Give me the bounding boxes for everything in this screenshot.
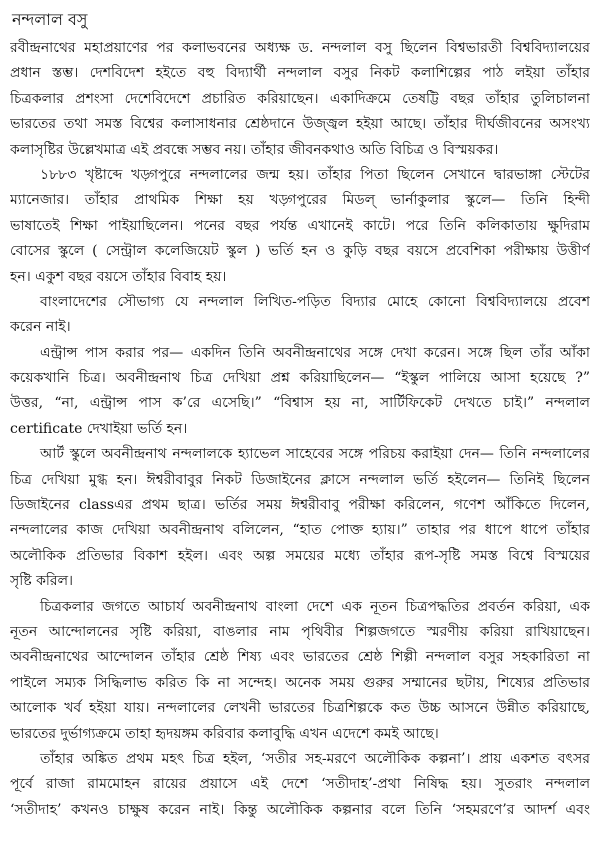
paragraph [10,747,590,823]
text-line: ভারতের তথা সমস্ত বিশ্বের কলাসাধনার শ্রেষ্ঠদানে উজ্জ্বল হইয়া আছে। তাঁহার দীর্ঘজীবনের অসংখ্য [10,116,590,133]
text-line: ১৮৮৩ খৃষ্টাব্দে খড়্গপুরে নন্দলালের জন্ম হয়। তাঁহার পিতা ছিলেন সেখানে দ্বারভাঙ্গা স্টেটের [40,166,590,183]
text-line: আর্ট স্কুলে অবনীন্দ্রনাথ নন্দলালকে হ্যাভেল সাহেবের সঙ্গে পরিচয় করাইয়া দেন— তিনি নন্দলালের [40,446,590,463]
text-line: রবীন্দ্রনাথের মহাপ্রয়াণের পর কলাভবনের অধ্যক্ষ ড. নন্দলাল বসু ছিলেন বিশ্বভারতী বিশ্ববিদ্যালয়ের [10,40,590,56]
text-line: certificate দেখাইয়া ভর্তি হন। [10,420,188,437]
text-line: করেন নাই। [10,319,71,336]
text-line: প্রধান স্তম্ভ। দেশবিদেশ হইতে বহু বিদ্যার্থী নন্দলাল বসুর নিকট কলাশিল্পের পাঠ লইয়া তাঁহার [10,65,590,82]
document-title: নন্দলাল বসু [12,10,88,29]
paragraph [10,290,590,341]
paragraph [10,163,590,290]
text-line: বোসের স্কুলে ( সেন্ট্রাল কলেজিয়েট স্কুল ) ভর্তি হন ও কুড়ি বছর বয়সে প্রবেশিকা পরীক্ষায় উত্তীর্ণ [10,243,590,260]
text-line: ম্যানেজার। তাঁহার প্রাথমিক শিক্ষা হয় খড়্গপুরের মিডল্ ভার্নাকুলার স্কুলে— তিনি হিন্দী [10,192,590,209]
paragraph [10,341,590,443]
text-line: চিত্রকলার প্রশংসা দেশেবিদেশে প্রচারিত করিয়াছেন। একাদিক্রমে তেষট্টি বছর তাঁহার তুলিচালনা [10,90,590,107]
text-line: উত্তর, “না, এন্ট্রান্স পাস ক’রে এসেছি।” “বিশ্বাস হয় না, সার্টিফিকেট দেখতে চাই।” নন্দলাল [10,395,590,412]
text-line: অলৌকিক প্রতিভার বিকাশ হইল। এবং অল্প সময়ের মধ্যে তাঁহার রূপ-সৃষ্টি সমস্ত বিশ্বে বিস্ময়ের [10,547,590,564]
text-line: চিত্রকলার জগতে আচার্য অবনীন্দ্রনাথ বাংলা দেশে এক নূতন চিত্রপদ্ধতির প্রবর্তন করিয়া, এক [40,598,590,615]
paragraph [10,595,590,747]
text-line: ‘সতীদাহ’ কখনও চাক্ষুষ করেন নাই। কিন্তু অলৌকিক কল্পনার বলে তিনি ‘সহমরণে’র আদর্শ এবং [10,801,590,818]
paragraph [10,36,590,163]
text-line: আলোক খর্ব হইয়া যায়। নন্দলালের লেখনী ভারতের চিত্রশিল্পকে কত উচ্চ আসনে উন্নীত করিয়াছে, [10,700,590,717]
text-line: ভারতের দুর্ভাগ্যক্রমে তাহা হৃদয়ঙ্গম করিবার কলাবুদ্ধি এখন এদেশে কমই আছে। [10,725,439,742]
text-line: বাংলাদেশের সৌভাগ্য যে নন্দলাল লিখিত-পড়িত বিদ্যার মোহে কোনো বিশ্ববিদ্যালয়ে প্রবেশ [40,293,590,310]
text-line: চিত্র দেখিয়া মুগ্ধ হন। ঈশ্বরীবাবুর নিকট ডিজাইনের ক্লাসে নন্দলাল ভর্তি হইলেন— তিনিই ছিলেন [10,471,590,488]
text-line: পূর্বে রাজা রামমোহন রায়ের প্রয়াসে এই দেশে ‘সতীদাহ’-প্রথা নিষিদ্ধ হয়। সুতরাং নন্দলাল [10,776,590,793]
text-line: নূতন আন্দোলনের সৃষ্টি করিয়া, বাঙলার নাম পৃথিবীর শিল্পজগতে স্মরণীয় করিয়া রাখিয়াছেন। [10,623,590,640]
text-line: তাঁহার অঙ্কিত প্রথম মহৎ চিত্র হইল, ‘সতীর সহ-মরণে অলৌকিক কল্পনা’। প্রায় একশত বৎসর [40,750,590,767]
text-line: ভাষাতেই শিক্ষা পাইয়াছিলেন। পনের বছর পর্যন্ত এখানেই কাটে। পরে তিনি কলিকাতায় ক্ষুদিরাম [10,217,590,234]
text-line: নন্দলালের কাজ দেখিয়া অবনীন্দ্রনাথ বলিলেন, “হাত পোক্ত হ্যায়।” তাহার পর ধাপে ধাপে তাঁহার [10,522,590,539]
text-line: কলাসৃষ্টির উল্লেখমাত্র এই প্রবন্ধে সম্ভব নয়। তাঁহার জীবনকথাও অতি বিচিত্র ও বিস্ময়কর। [10,141,499,158]
document-body [10,36,590,823]
text-line: কয়েকখানি চিত্র। অবনীন্দ্রনাথ চিত্র দেখিয়া প্রশ্ন করিয়াছিলেন— “ইস্কুল পালিয়ে আসা হয়েছে ?” [10,370,590,387]
text-line: অবনীন্দ্রনাথের আন্দোলন তাঁহার শ্রেষ্ঠ শিষ্য এবং ভারতের শ্রেষ্ঠ শিল্পী নন্দলাল বসুর সহকারিতা না [10,649,590,666]
text-line: এন্ট্রান্স পাস করার পর— একদিন তিনি অবনীন্দ্রনাথের সঙ্গে দেখা করেন। সঙ্গে ছিল তাঁর আঁকা [40,344,590,361]
text-line: পাইলে সম্যক সিদ্ধিলাভ করিত কি না সন্দেহ। অনেক সময় গুরুর সম্মানের ছটায়, শিষ্যের প্রতিভার [10,674,590,691]
paragraph [10,442,590,594]
text-line: ডিজাইনের classএর প্রথম ছাত্র। ভর্তির সময় ঈশ্বরীবাবু পরীক্ষা করিলেন, গণেশ আঁকিতে দিলেন, [10,497,590,514]
text-line: সৃষ্টি করিল। [10,573,74,590]
text-line: হন। একুশ বছর বয়সে তাঁহার বিবাহ হয়। [10,268,227,285]
